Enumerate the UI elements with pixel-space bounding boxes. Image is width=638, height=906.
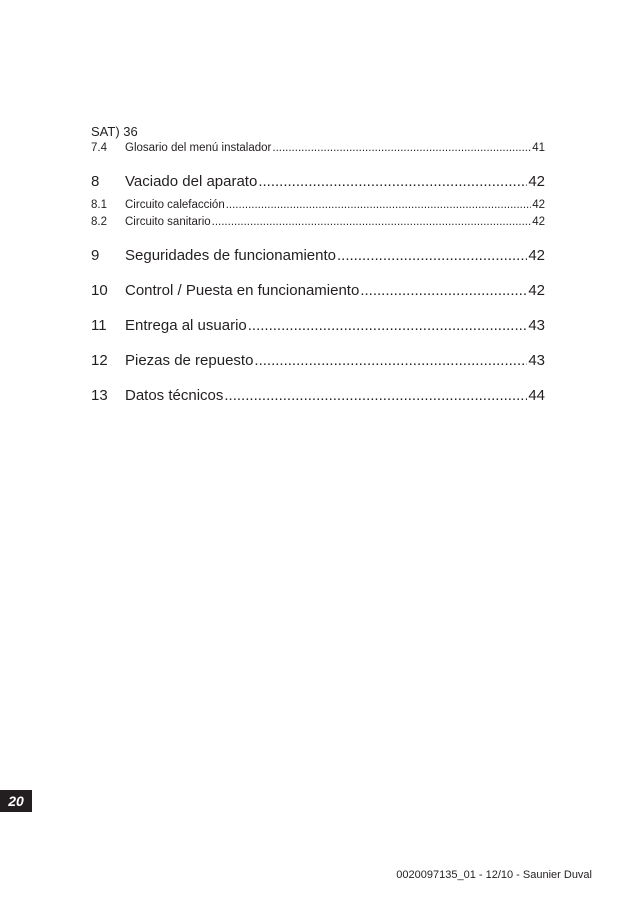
- toc-entry-8-1: [91, 197, 545, 214]
- toc-entry-page: 42: [532, 216, 545, 228]
- toc-entry-title: Control / Puesta en funcionamiento: [125, 282, 360, 299]
- toc-entry-title: Circuito sanitario: [125, 216, 211, 228]
- toc-entry-page: 42: [528, 247, 545, 264]
- toc-entry-page: 42: [532, 199, 545, 211]
- toc-entry-number: 8: [91, 173, 100, 190]
- toc-entry-13: [91, 386, 545, 406]
- toc-entry-number: 8.1: [91, 199, 107, 211]
- toc-entry-number: 12: [91, 352, 108, 369]
- toc-leader-dots: [337, 246, 527, 266]
- toc-continued-fragment: SAT) 36: [91, 124, 138, 139]
- toc-entry-12: [91, 351, 545, 371]
- page-number-badge: 20: [0, 790, 32, 812]
- toc-entry-number: 10: [91, 282, 108, 299]
- toc-entry-title: Seguridades de funcionamiento: [125, 247, 336, 264]
- toc-entry-9: [91, 246, 545, 266]
- toc-leader-dots: [212, 214, 532, 231]
- toc-entry-11: [91, 316, 545, 336]
- footer-document-reference: 0020097135_01 - 12/10 - Saunier Duval: [396, 869, 592, 881]
- toc-entry-page: 43: [528, 317, 545, 334]
- toc-entry-8: [91, 172, 545, 192]
- toc-leader-dots: [226, 197, 531, 214]
- table-of-contents: [91, 124, 545, 406]
- toc-entry-title: Piezas de repuesto: [125, 352, 254, 369]
- toc-entry-title: Circuito calefacción: [125, 199, 225, 211]
- toc-entry-7-4: [91, 140, 545, 157]
- toc-entry-title: Glosario del menú instalador: [125, 142, 272, 154]
- toc-entry-number: 11: [91, 317, 107, 334]
- toc-entry-title: Datos técnicos: [125, 387, 224, 404]
- toc-entry-page: 42: [528, 282, 545, 299]
- toc-leader-dots: [254, 351, 527, 371]
- toc-entry-number: 13: [91, 387, 108, 404]
- toc-leader-dots: [248, 316, 528, 336]
- toc-leader-dots: [258, 172, 527, 192]
- toc-entry-page: 42: [528, 173, 545, 190]
- toc-entry-page: 41: [532, 142, 545, 154]
- toc-entry-title: Entrega al usuario: [125, 317, 247, 334]
- toc-leader-dots: [360, 281, 527, 301]
- toc-entry-10: [91, 281, 545, 301]
- toc-entry-title: Vaciado del aparato: [125, 173, 258, 190]
- toc-entry-page: 44: [528, 387, 545, 404]
- toc-entry-number: 7.4: [91, 142, 107, 154]
- toc-entry-8-2: [91, 214, 545, 231]
- toc-leader-dots: [272, 140, 531, 157]
- toc-entry-page: 43: [528, 352, 545, 369]
- toc-leader-dots: [224, 386, 527, 406]
- toc-entry-number: 8.2: [91, 216, 107, 228]
- toc-entry-number: 9: [91, 247, 100, 264]
